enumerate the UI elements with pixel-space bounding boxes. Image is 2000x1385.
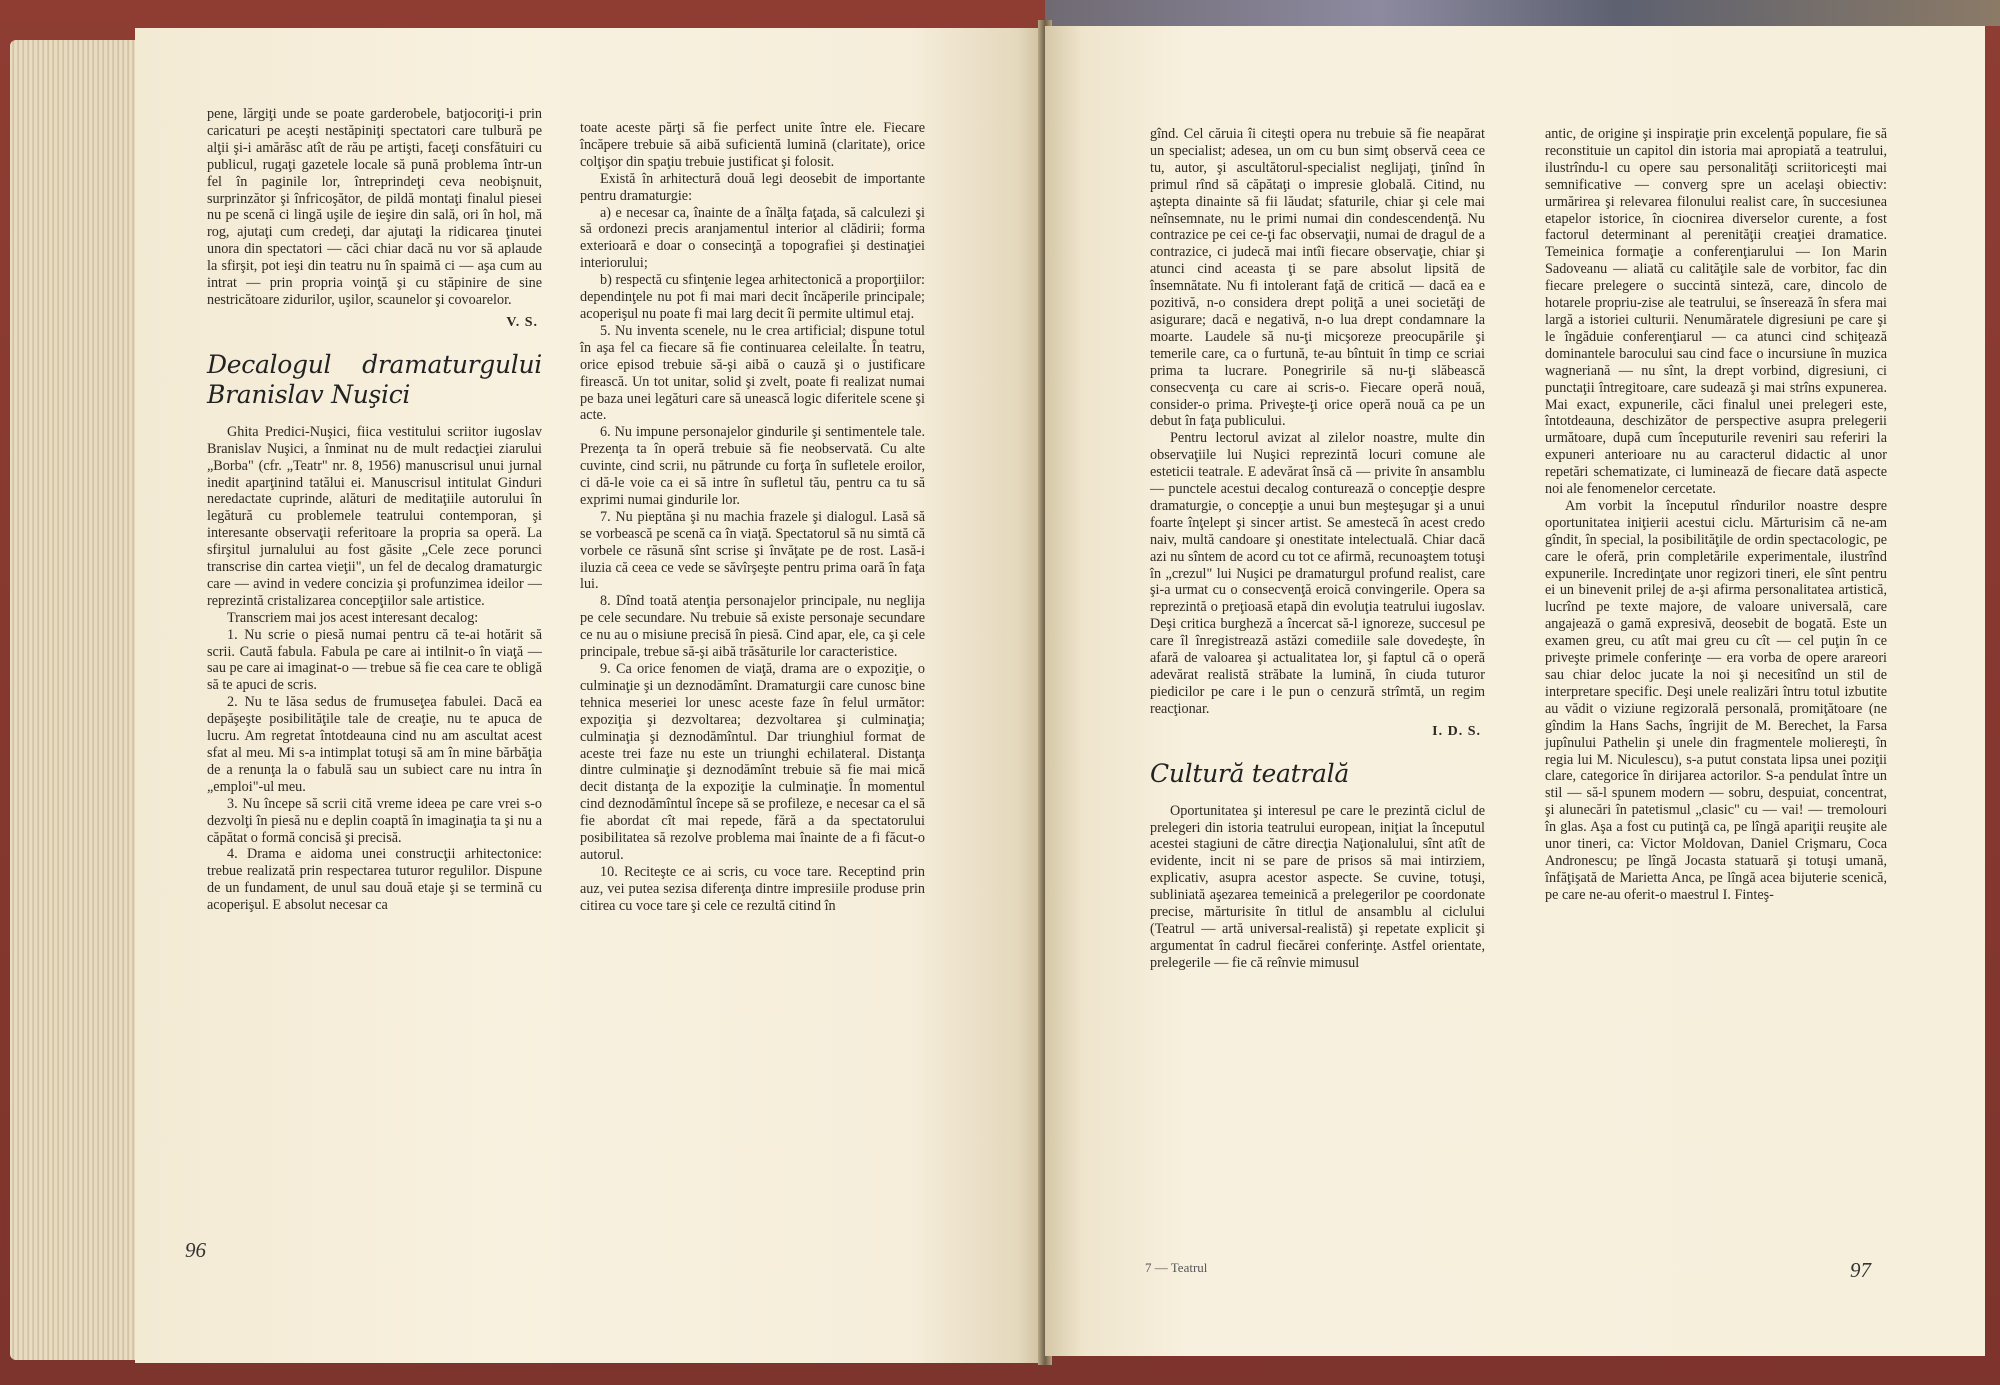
paragraph: Oportunitatea şi interesul pe care le prezintă ciclul de prelegeri din istoria teatrului european, iniţiat la începutul acestei stagiuni de către direcţia Naţionalului, sînt atît de evidente, incit ni se pare de prisos să mai intirziem, explicativ, asupra acestor aspecte. Se cuvine, totuşi, subliniată aşezarea temeinică a prelegerilor pe coordonate precise, mărturisite în titlul de ansamblu al ciclului (Teatrul — artă universal-realistă) şi repetate explicit şi argumentat în cadrul fiecărei conferinţe. Astfel orientate, prelegerile — fie că reînvie mimusul (1150, 802, 1485, 971)
paragraph: a) e necesar ca, înainte de a înălţa faţada, să calculezi şi să ordonezi precis aranjamentul interior al clădirii; forma exterioară e doar o consecinţă a topografiei şi destinaţiei interiorului; (580, 204, 925, 272)
page-footer: 7 — Teatrul (1145, 1260, 1208, 1275)
paragraph: Pentru lectorul avizat al zilelor noastre, multe din observaţiile lui Nuşici reprezintă locuri comune ale esteticii teatrale. E adevărat însă că — privite în ansamblu — punctele acestui decalog conturează o concepţie despre dramaturgie, o concepţie a unui bun meşteşugar şi a unui foarte înţelept şi sincer artist. Se amestecă în acest credo naiv, multă candoare şi onestitate intelectuală. Chiar dacă azi nu sîntem de acord cu tot ce afirmă, recunoaştem totuşi în „crezul" lui Nuşici pe dramaturgul profund realist, care şi-a urmat cu o consecvenţă eroică convingerile. Opera sa reprezintă o preţioasă etapă din evoluţia teatrului iugoslav. Deşi critica burgheză a încercat să-l ignoreze, succesul pe care îl înregistrează astăzi comediile sale dovedeşte, în afară de valoarea şi actualitatea lor, şi faptul că o operă adevărat realistă străbate la lumină, în ciuda tuturor piedicilor pe care i le pun o cenzură strîmtă, un regim reacţionar. (1150, 430, 1485, 717)
left-page (135, 28, 1045, 1363)
signature: I. D. S. (1432, 723, 1481, 739)
paragraph: 2. Nu te lăsa sedus de frumuseţea fabulei. Dacă ea depăşeşte posibilităţile tale de creaţie, nu te apuca de lucru. Am regretat întotdeauna cind nu am ascultat acest sfat al meu. Mi s-a intimplat totuşi să am în mine bărbăţia de a renunţa la o fabulă sau un subiect care nu intra în „emploi"-ul meu. (207, 694, 542, 795)
left-column-1 (207, 106, 542, 914)
paragraph: toate aceste părţi să fie perfect unite între ele. Fiecare încăpere trebuie să aibă suficientă lumină (claritate), orice colţişor din spaţiu trebuie justificat şi folosit. (580, 120, 925, 170)
left-column-2 (580, 120, 925, 915)
paragraph: pene, lărgiţi unde se poate garderobele, batjocoriţi-i prin caricaturi pe aceşti nestăpiniţi spectatori care tulbură pe alţii şi-i amărăsc atît de rău pe artişti, faceţi consfătuiri cu publicul, rugaţi gazetele locale să pună problema într-un fel în paginile lor, întreprindeţi ceva neobişnuit, surprinzător şi înfricoşător, de pildă montaţi finalul piesei nu pe scenă ci lingă uşile de ieşire din sală, ori în hol, mă rog, ajutaţi cum credeţi, dar ajutaţi la ridicarea ţinutei unora din spectatori — căci chiar dacă nu vor să aplaude la sfirşit, pot ieşi din teatru nu în spaimă ci — aşa cum au intrat — prin propria voinţă şi cu stăpinire de sine nestricătoare zidurilor, uşilor, scaunelor şi covoarelor. (207, 106, 542, 308)
paragraph: Am vorbit la începutul rîndurilor noastre despre oportunitatea iniţierii acestui ciclu. Mărturisim că ne-am gîndit, în special, la posibilităţile de ordin spectacologic, pe care le oferă, prin completările experimentale, ilustrînd expunerile. Incredinţate unor regizori tineri, ele sînt pentru ei un binevenit prilej de a-şi afirma personalitatea artistică, lucrînd pe texte majore, de valoare universală, care angajează o gamă expresivă, deosebit de bogată. Este un examen greu, cu atît mai greu cu cît — cel puţin în ce priveşte primele conferinţe — era vorba de opere arareori sau chiar deloc jucate la noi şi necesitînd un stil de interpretare specific. Deşi unele realizări întru totul izbutite au vădit o viziune regizorală personală, promiţătoare (ne gîndim la Hans Sachs, îngrijit de M. Berechet, la Farsa jupînului Pathelin şi unele din fragmentele moliereşti, în regia lui M. Niculescu), s-a putut constata lipsa unei poziţii clare, categorice în dirijarea actorilor. S-a pendulat între un stil — să-l spunem modern — sobru, despuiat, concentrat, şi alunecări în patetismul „clasic" cu — vai! — tremolouri în glas. Aşa a fost cu putinţă ca, pe lîngă apariţii reuşite ale unor tineri, ca: Victor Moldovan, Daniel Crişmaru, Coca Andronescu; pe lîngă Jocasta statuară şi totuşi umană, înfăţişată de Marietta Anca, pe lîngă acea bijuterie scenică, pe care ne-au oferit-o maestrul I. Finteş- (1545, 497, 1887, 903)
paragraph: b) respectă cu sfinţenie legea arhitectonică a proporţiilor: dependinţele nu pot fi mai mari decit încăperile principale; acoperişul nu poate fi mai larg decit îi permite ultimul etaj. (580, 272, 925, 322)
paragraph: 6. Nu impune personajelor gindurile şi sentimentele tale. Prezenţa ta în operă trebuie să fie neobservată. Cu alte cuvinte, cind scrii, nu pătrunde cu forţa în sufletele eroilor, ci dă-le voie ca ei să intre în sufletul tău, pentru ca tu să exprimi numai gindurile lor. (580, 424, 925, 508)
page-number: 97 (1850, 1258, 1871, 1282)
paragraph: Transcriem mai jos acest interesant decalog: (227, 609, 479, 626)
paragraph: 3. Nu începe să scrii cită vreme ideea pe care vrei s-o dezvolţi în piesă nu e deplin coaptă în imaginaţia ta şi nu a căpătat o formă concisă şi precisă. (207, 795, 542, 846)
article-heading: Cultură teatrală (1150, 758, 1349, 788)
right-column-2 (1545, 126, 1887, 904)
page-edges (10, 40, 135, 1360)
paragraph: antic, de origine şi inspiraţie prin excelenţă populare, fie să reconstituie un capitol din istoria mai apropiată a teatrului, ilustrîndu-l cu opere sau personalităţi scriitoriceşti mai semnificative — converg spre un acelaşi obiectiv: urmărirea şi relevarea filonului realist care, în succesiunea etapelor istorice, în ciocnirea diverselor curente, a fost factorul determinant al perenităţii creaţiei dramatice. Temeinica formaţie a conferenţiarului — Ion Marin Sadoveanu — aliată cu calităţile sale de vorbitor, fac din fiecare prelegere o succintă sinteză, care, dincolo de hotarele propriu-zise ale teatrului, se înserează în sfera mai largă a istoriei culturii. Nenumăratele digresiuni pe care şi le îngăduie conferenţiarul — ca atunci cind schiţează dominantele barocului sau cind face o incursiune în muzica wagneriană — nu sînt, la drept vorbind, digresiuni, ci punctaţii întregitoare, care sudează şi mai strîns expunerea. Mai exact, expunerile, căci finalul unei prelegeri este, întotdeauna, deschizător de perspective asupra prelegerii următoare, după cum începuturile reveniri sau referiri la expuneri anterioare nu au caracterul didactic al unor repetări schematizate, ci luminează de fiecare dată aspecte noi ale fenomenelor cercetate. (1545, 126, 1887, 498)
paragraph: 5. Nu inventa scenele, nu le crea artificial; dispune totul în aşa fel ca fiecare să fie continuarea celeilalte. În teatru, orice episod trebuie să-şi aibă o cauză şi o justificare firească. Un tot unitar, solid şi zvelt, poate fi realizat numai pe baza unei legături care să unească logic diferitele scene şi acte. (580, 322, 925, 424)
paragraph: 1. Nu scrie o piesă numai pentru că te-ai hotărit să scrii. Caută fabula. Fabula pe care ai intilnit-o în viaţă — sau pe care ai imaginat-o — trebue să fie cea care te obligă să te apuci de scris. (207, 626, 542, 694)
article-heading: Decalogul dramaturgului Branislav Nuşici (207, 349, 542, 409)
cover-band (1045, 0, 2000, 26)
paragraph: gînd. Cel căruia îi citeşti opera nu trebuie să fie neapărat un specialist; adesea, un om cu bun simţ observă ceea ce tu, autor, şi ascultătorul-specialist neglijaţi, ţinînd în primul rînd să căpătaţi o impresie globală. Citind, nu aştepta dinainte să fii lăudat; sfaturile, chiar şi cele mai neînsemnate, nu le primi numai din condescendenţă. Nu contrazice pe cei ce-ţi fac observaţii, numai de dragul de a contrazice, ci judecă mai intîi fiecare observaţie, chiar şi atunci cind aceasta ţi se pare absolut lipsită de însemnătate. Nu fi intolerant faţă de critică — dacă ea e pozitivă, n-o considera drept poliţă a unei societăţi de asigurare; dacă e negativă, n-o lua drept condamnare la moarte. Laudele să nu-ţi micşoreze preocupările şi temerile care, ca o furtună, te-au bîntuit în timp ce scriai prima ta lucrare. Ponegririle să nu-ţi slăbească consecvenţa cu care ai scris-o. Fiecare operă nouă, consider-o prima. Priveşte-ţi orice operă nouă ca pe un debut în faţa publicului. (1150, 126, 1485, 430)
paragraph: 10. Reciteşte ce ai scris, cu voce tare. Receptind prin auz, vei putea sezisa diferenţa dintre impresiile produse prin citirea cu voce tare şi cele ce rezultă citind în (580, 863, 925, 914)
paragraph: 7. Nu pieptăna şi nu machia frazele şi dialogul. Lasă să se vorbească pe scenă ca în viaţă. Spectatorul să nu simtă că vorbele ce răsună sînt scrise şi învăţate pe de rost. Lasă-i iluzia că ceea ce vede se săvîrşeşte pentru prima oară în faţa lui. (580, 508, 925, 593)
paragraph: Ghita Predici-Nuşici, fiica vestitului scriitor iugoslav Branislav Nuşici, a înminat nu de mult redacţiei ziarului „Borba" (cfr. „Teatr" nr. 8, 1956) manuscrisul unui jurnal inedit aparţinind tatălui ei. Manuscrisul intitulat Ginduri neredactate cuprinde, alături de meditaţiile autorului în legătură cu problemele teatrului contemporan, şi interesante observaţii referitoare la propria sa operă. La sfirşitul jurnalului au fost găsite „Cele zece porunci transcrise din cartea vieţii", un fel de decalog dramaturgic care — avind in vedere concizia şi profunzimea ideilor — reprezintă cristalizarea concepţiilor sale artistice. (207, 423, 542, 609)
signature: V. S. (506, 314, 538, 330)
paragraph: 9. Ca orice fenomen de viaţă, drama are o expoziţie, o culminaţie şi un deznodămînt. Dramaturgii care cunosc bine tehnica meseriei lor unesc aceste faze în felul următor: expoziţia şi dezvoltarea; dezvoltarea şi culminaţia; culminaţia şi deznodămîntul. Dar triunghiul format de aceste trei faze nu este un triunghi echilateral. Distanţa dintre culminaţie şi deznodămînt trebuie să fie mai mică decit distanţa de la expoziţie la culminaţie. În momentul cind deznodămîntul începe să se profileze, e necesar ca el să fie abordat cît mai repede, fără a da spectatorului posibilitatea să rezolve problema mai înainte de a fi făcut-o autorul. (580, 661, 925, 863)
right-column-1 (1150, 126, 1485, 972)
page-number: 96 (185, 1238, 206, 1262)
paragraph: Există în arhitectură două legi deosebit de importante pentru dramaturgie: (580, 170, 925, 204)
paragraph: 4. Drama e aidoma unei construcţii arhitectonice: trebue realizată prin respectarea tuturor regulilor. Dispune de un fundament, de unul sau două etaje şi se termină cu acoperişul. E absolut necesar ca (207, 846, 542, 914)
paragraph: 8. Dînd toată atenţia personajelor principale, nu neglija pe cele secundare. Nu trebuie să existe personaje secundare ce nu au o misiune precisă în piesă. Cind apar, ele, ca şi cele principale, trebue să-şi aibă trăsăturile lor caracteristice. (580, 593, 925, 661)
right-page (1045, 26, 1985, 1356)
